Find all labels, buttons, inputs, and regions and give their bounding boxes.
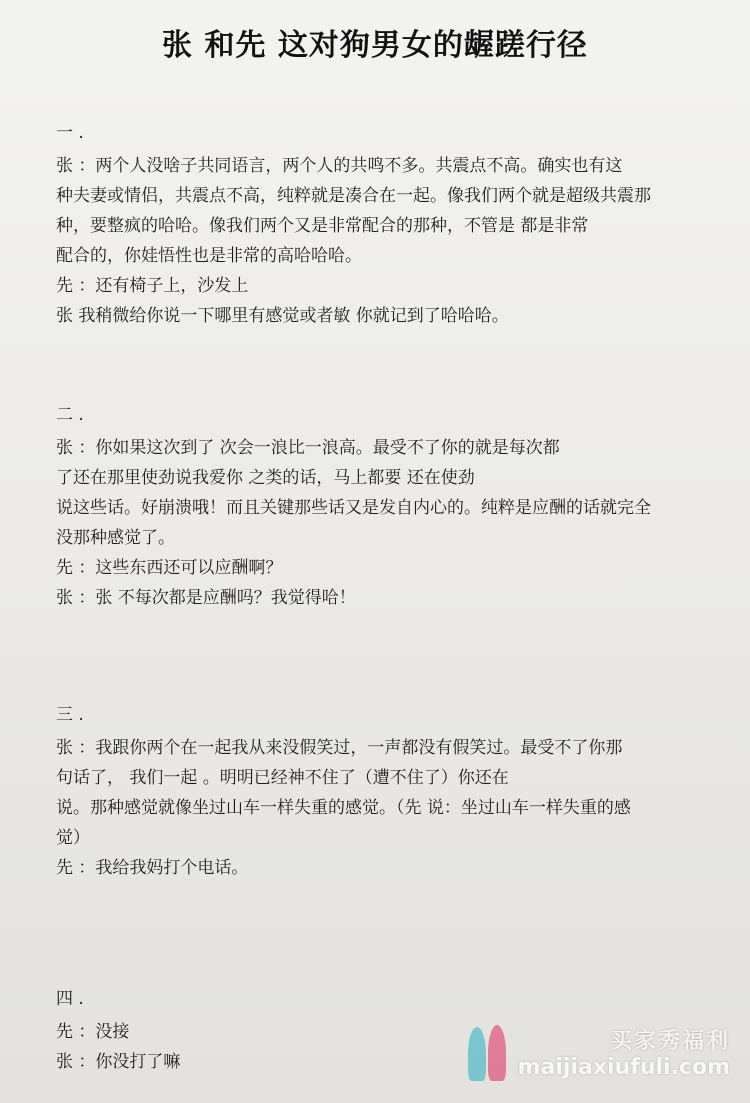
text-line: 先 ：没接 xyxy=(56,1022,130,1042)
text-line: 先 ：我给我妈打个电话。 xyxy=(56,858,249,878)
document-title: 张 和先 这对狗男女的龌蹉行径 xyxy=(162,28,588,63)
watermark-text xyxy=(518,1024,730,1080)
text-line: 种，要整疯的哈哈。像我们两个又是非常配合的那种，不管是 都是非常 xyxy=(56,216,589,236)
text-line: 张 ：张 不每次都是应酬吗？我觉得哈！ xyxy=(56,588,356,608)
text-line: 张 ：你如果这次到了 次会一浪比一浪高。最受不了你的就是每次都 xyxy=(56,438,560,458)
watermark-cn: 买家秀福利 xyxy=(609,1029,730,1054)
section-heading: 四 . xyxy=(56,989,84,1009)
text-line: 先 ：这些东西还可以应酬啊？ xyxy=(56,558,283,578)
section-heading: 一 . xyxy=(56,123,84,143)
couple-figures-icon xyxy=(466,1023,510,1081)
watermark-en: maijiaxiufuli.com xyxy=(517,1055,730,1080)
text-line: 张 ：你没打了嘛 xyxy=(56,1052,181,1072)
section-3 xyxy=(56,700,716,883)
text-line: 说这些话。好崩溃哦！而且关键那些话又是发自内心的。纯粹是应酬的话就完全 xyxy=(56,498,651,518)
section-heading: 三 . xyxy=(56,705,84,725)
text-line: 觉） xyxy=(56,828,90,848)
text-line: 了还在那里使劲说我爱你 之类的话，马上都要 还在使劲 xyxy=(56,468,475,488)
watermark xyxy=(466,1023,730,1081)
section-2 xyxy=(56,400,716,613)
text-line: 句话了， 我们一起 。明明已经神不住了（遭不住了）你还在 xyxy=(56,768,509,788)
text-line: 先 ：还有椅子上，沙发上 xyxy=(56,276,249,296)
text-line: 配合的，你娃悟性也是非常的高哈哈哈。 xyxy=(56,246,362,266)
text-line: 说。那种感觉就像坐过山车一样失重的感觉。（先 说：坐过山车一样失重的感 xyxy=(56,798,631,818)
text-line: 种夫妻或情侣，共震点不高，纯粹就是凑合在一起。像我们两个就是超级共震那 xyxy=(56,186,651,206)
text-line: 张 ：我跟你两个在一起我从来没假笑过，一声都没有假笑过。最受不了你那 xyxy=(56,738,623,758)
text-line: 没那种感觉了。 xyxy=(56,528,175,548)
text-line: 张 ：两个人没啥子共同语言，两个人的共鸣不多。共震点不高。确实也有这 xyxy=(56,156,623,176)
text-line: 张 我稍微给你说一下哪里有感觉或者敏 你就记到了哈哈哈。 xyxy=(56,306,509,326)
section-heading: 二 . xyxy=(56,405,84,425)
section-1 xyxy=(56,118,716,331)
